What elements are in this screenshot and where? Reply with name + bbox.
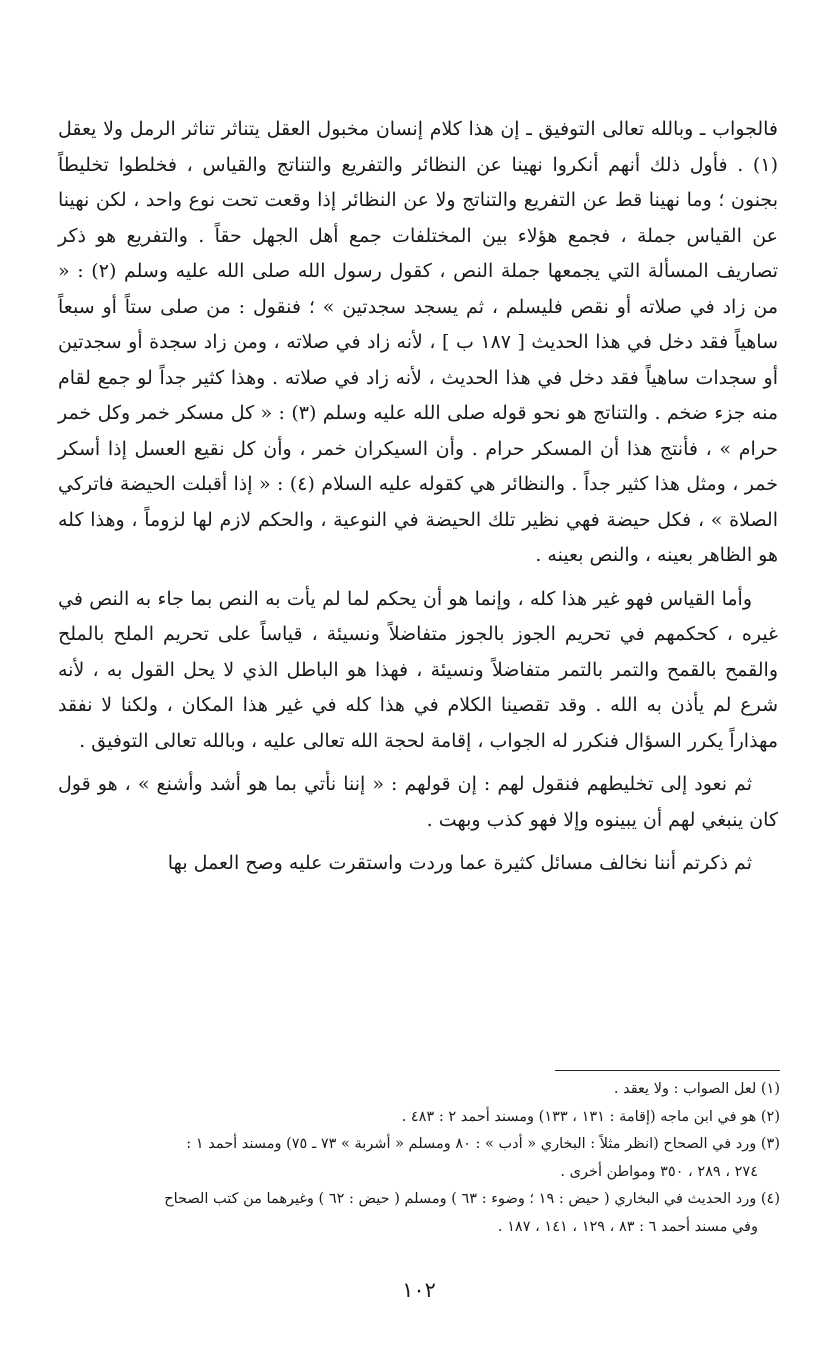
- page-number: ١٠٢: [402, 1278, 436, 1302]
- paragraph-qiyas: وأما القياس فهو غير هذا كله ، وإنما هو أن يحكم لما لم يأت به النص بما جاء به النص في غيره ، كحكمهم في تحريم الجوز بالجوز متفاضلاً ونسيئة ، قياساً على تحريم الملح بالملح والقمح بالقمح والتمر بالتمر متفاضلاً ونسيئة ، فهذا هو الباطل الذي لا يحل القول به ، لأنه شرع لم يأذن به الله . وقد تقصينا الكلام في هذا كله في غير هذا المكان ، ولكنا لا نفقد مهذاراً يكرر السؤال فنكرر له الجواب ، إقامة لحجة الله تعالى عليه ، وبالله تعالى التوفيق .: [58, 587, 778, 752]
- footnote-4: (٤) ورد الحديث في البخاري ( حيض : ١٩ ؛ وضوء : ٦٣ ) ومسلم ( حيض : ٦٢ ) وغيرهما من كتب الصحاح: [164, 1191, 780, 1207]
- footnote-separator: [555, 1070, 780, 1071]
- footnote-4-continued: وفي مسند أحمد ٦ : ٨٣ ، ١٢٩ ، ١٤١ ، ١٨٧ .: [497, 1218, 758, 1235]
- paragraph-answer: فالجواب ـ وبالله تعالى التوفيق ـ إن هذا كلام إنسان مخبول العقل يتناثر تناثر الرمل ولا يعقل (١) . فأول ذلك أنهم أنكروا نهينا عن النظائر والتفريع والتناتج والقياس ، فخلطوا تخليطاً بجنون ؛ وما نهينا قط عن التفريع والتناتج ولا عن النظائر إذا وقعت تحت نوع واحد ، لكن نهينا عن القياس جملة ، فجمع هؤلاء بين المختلفات جمع أهل الجهل حقاً . والتفريع هو ذكر تصاريف المسألة التي يجمعها جملة النص ، كقول رسول الله صلى الله عليه وسلم (٢) : « من زاد في صلاته أو نقص فليسلم ، ثم يسجد سجدتين » ؛ فنقول : من صلى ستاً أو سبعاً ساهياً فقد دخل في هذا الحديث [ ١٨٧ ب ] ، لأنه زاد في صلاته ، ومن زاد سجدة أو سجدتين أو سجدات ساهياً فقد دخل في هذا الحديث ، لأنه زاد في صلاته . وهذا كثير جداً لو جمع لقام منه جزء ضخم . والتناتج هو نحو قوله صلى الله عليه وسلم (٣) : « كل مسكر خمر وكل خمر حرام » ، فأنتج هذا أن المسكر حرام . وأن السيكران خمر ، وأن كل نقيع العسل إذا أسكر خمر ، ومثل هذا كثير جداً . والنظائر هي كقوله عليه السلام (٤) : « إذا أقبلت الحيضة فاتركي الصلاة » ، فكل حيضة فهي نظير تلك الحيضة في النوعية ، والحكم لازم لها لزوماً ، وهذا كله هو الظاهر بعينه ، والنص بعينه .: [58, 118, 778, 566]
- footnote-2: (٢) هو في ابن ماجه (إقامة : ١٣١ ، ١٣٣) ومسند أحمد ٢ : ٤٨٣ .: [401, 1108, 780, 1125]
- footnote-3: (٣) ورد في الصحاح (انظر مثلاً : البخاري « أدب » : ٨٠ ومسلم « أشربة » ٧٣ ـ ٧٥) ومسند أحمد ١ :: [186, 1136, 780, 1152]
- main-text-body: [58, 112, 778, 890]
- paragraph-final: ثم ذكرتم أننا نخالف مسائل كثيرة عما وردت واستقرت عليه وصح العمل بها: [167, 852, 752, 874]
- footnote-3-continued: ٢٧٤ ، ٢٨٩ ، ٣٥٠ ومواطن أخرى .: [560, 1163, 758, 1180]
- footnotes: [58, 1076, 780, 1241]
- footnote-1: (١) لعل الصواب : ولا يعقد .: [613, 1081, 780, 1097]
- paragraph-return: ثم نعود إلى تخليطهم فنقول لهم : إن قولهم : « إننا نأتي بما هو أشد وأشنع » ، هو قول كان ينبغي لهم أن يبينوه وإلا فهو كذب وبهت .: [58, 773, 778, 831]
